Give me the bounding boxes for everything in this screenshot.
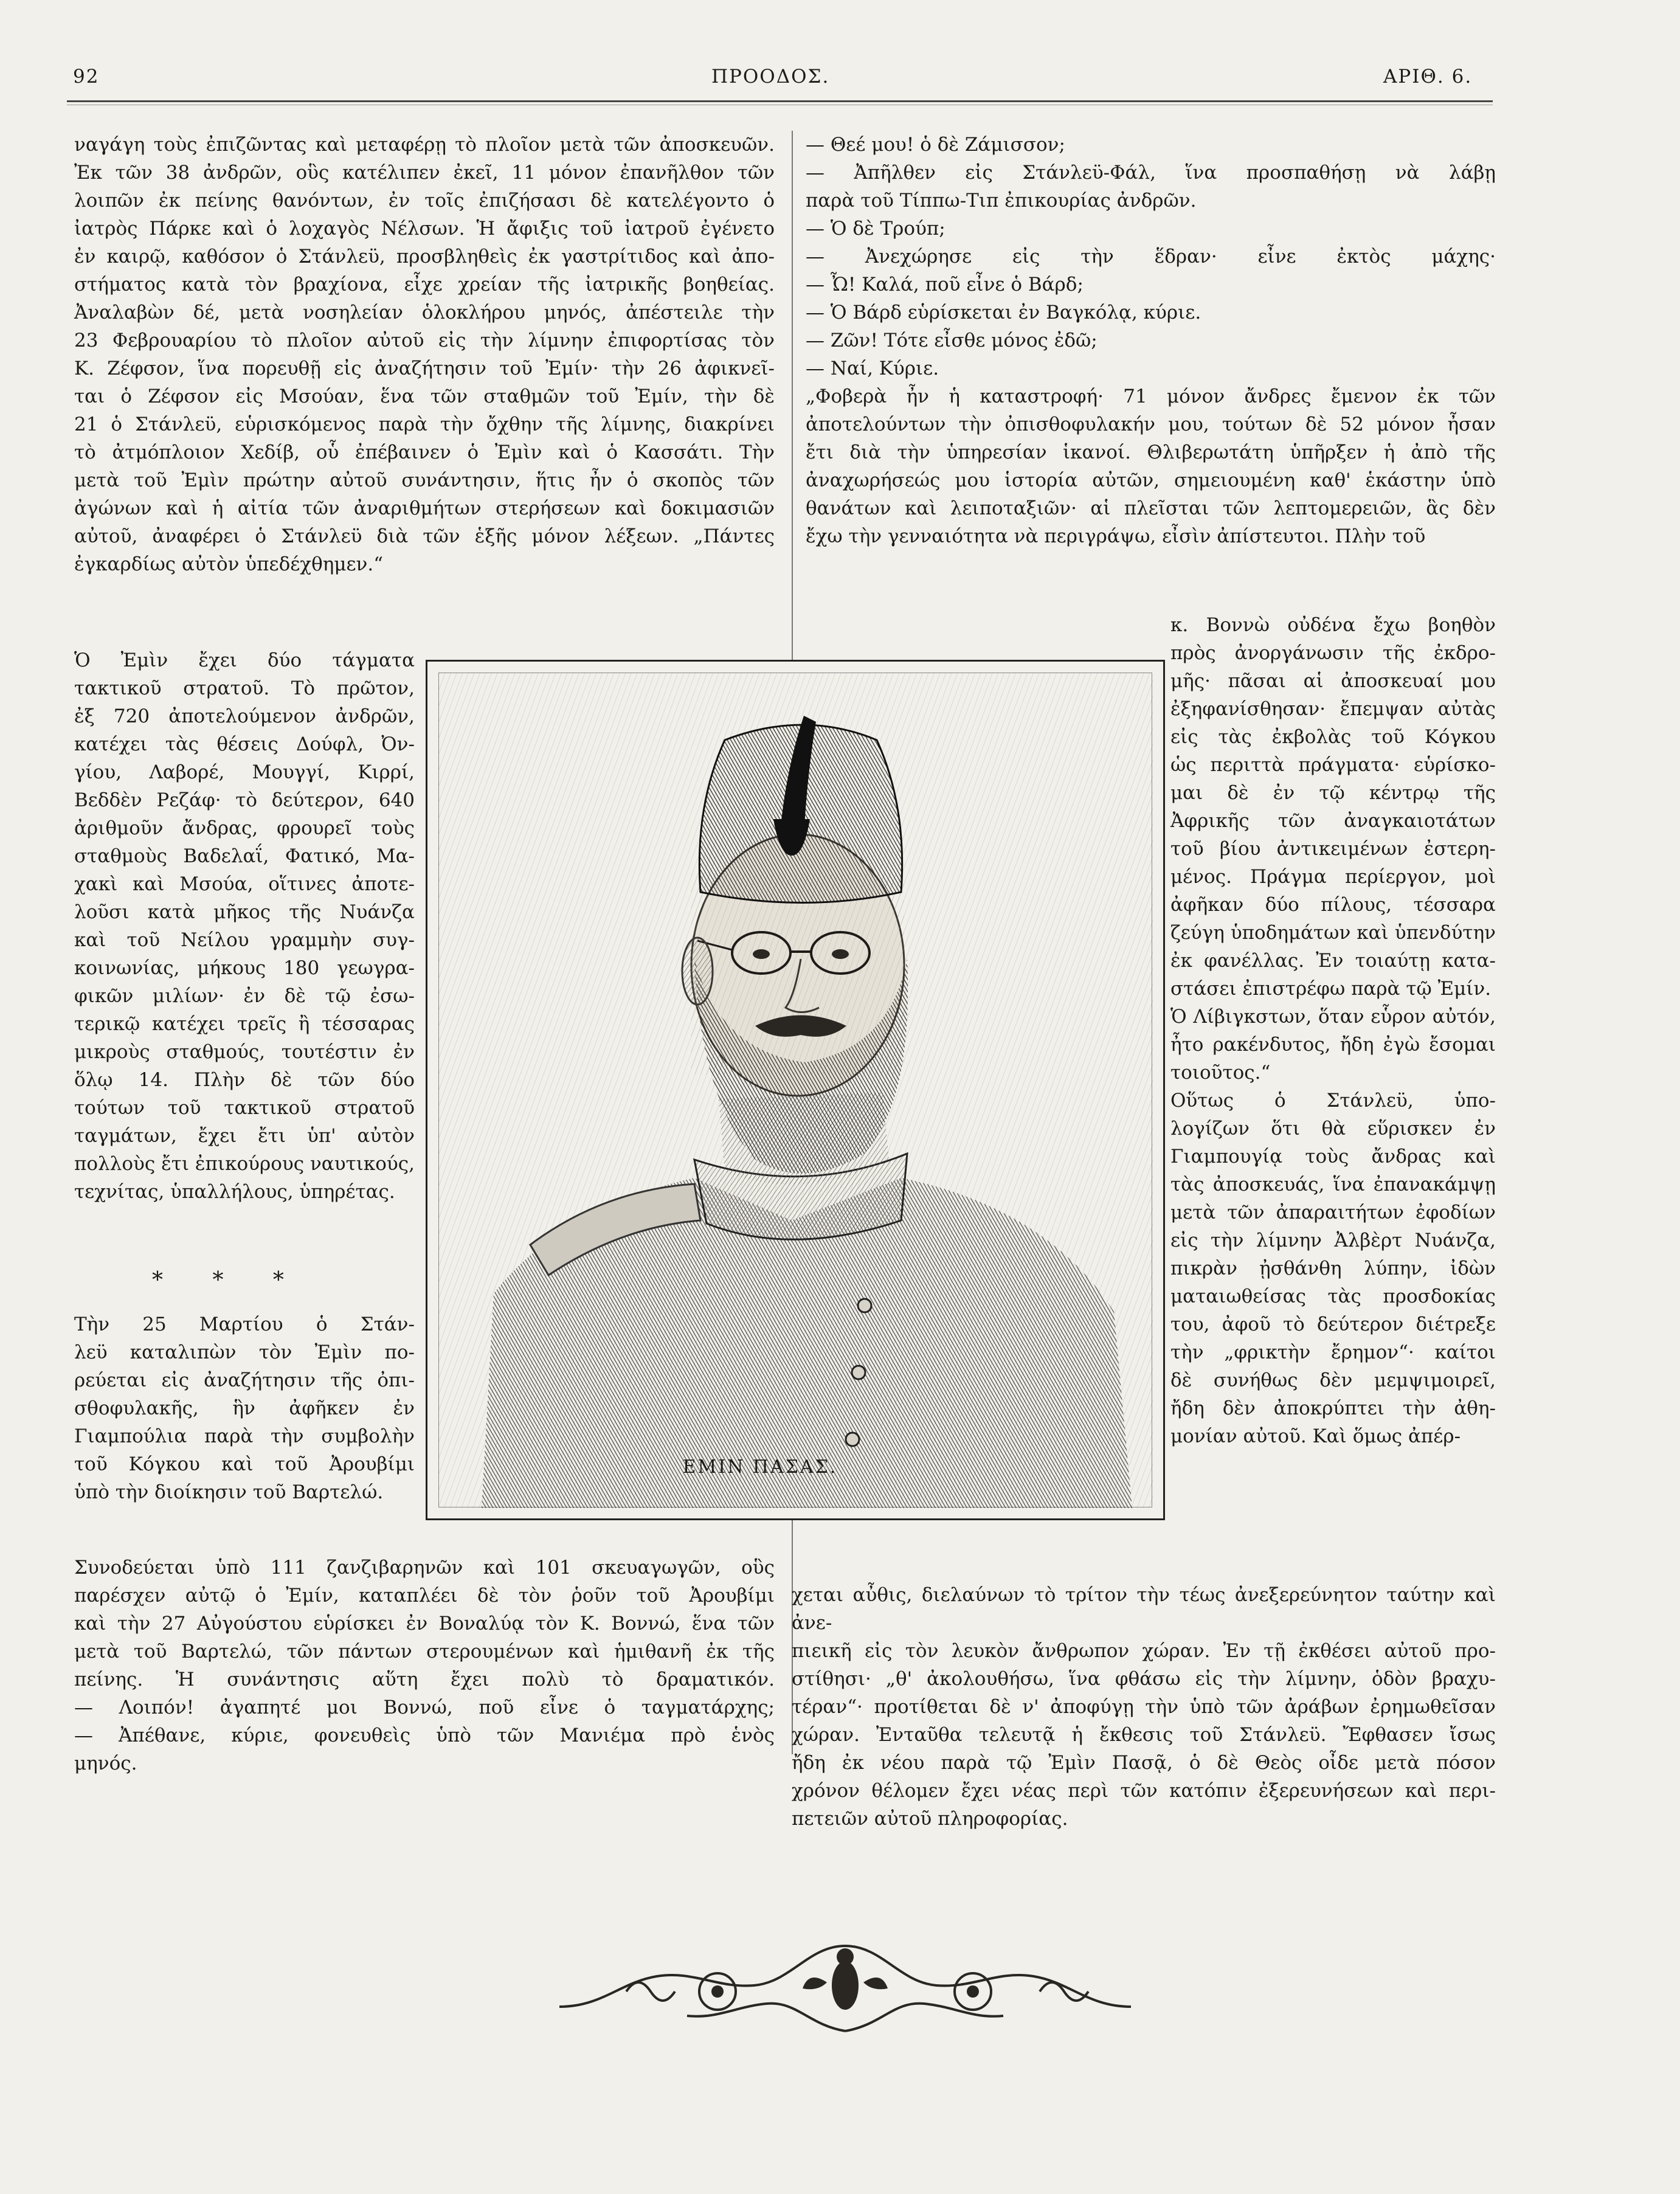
text-line: ἤδη ἐκ νέου παρὰ τῷ Ἐμὶν Πασᾷ, ὁ δὲ Θεὸς οἶδε μετὰ πόσον	[792, 1752, 1496, 1774]
text-line: κοινωνίας, μήκους 180 γεωγρα-	[74, 957, 415, 979]
text-line: αὐτοῦ, ἀναφέρει ὁ Στάνλεϋ διὰ τῶν ἑξῆς μόνον λέξεων. „Πάντες	[74, 525, 775, 547]
text-line: Ἀναλαβὼν δέ, μετὰ νοσηλείαν ὁλοκλήρου μηνός, ἀπέστειλε τὴν	[74, 302, 775, 324]
portrait-engraving-frame	[426, 660, 1165, 1520]
text-line: τούτων τοῦ τακτικοῦ στρατοῦ	[74, 1097, 415, 1119]
text-line: ται ὁ Ζέφσον εἰς Μσούαν, ἕνα τῶν σταθμῶν τοῦ Ἐμίν, τὴν δὲ	[74, 386, 775, 407]
text-line: Ὁ Ἐμὶν ἔχει δύο τάγματα	[74, 649, 415, 671]
text-line: 23 Φεβρουαρίου τὸ πλοῖον αὐτοῦ εἰς τὴν λίμνην ἐπιφορτίσας τὸν	[74, 330, 775, 351]
text-line: ρεύεται εἰς ἀναζήτησιν τῆς ὀπι-	[74, 1369, 415, 1391]
text-line: τοῦ βίου ἀντικειμένων ἐστερη-	[1170, 838, 1496, 860]
text-line: ἐξηφανίσθησαν· ἔπεμψαν αὐτὰς	[1170, 698, 1496, 720]
text-line: ναγάγη τοὺς ἐπιζῶντας καὶ μεταφέρῃ τὸ πλοῖον μετὰ τῶν ἀποσκευῶν.	[74, 134, 775, 156]
text-line: ματαιωθείσας τὰς προσδοκίας	[1170, 1286, 1496, 1307]
header-rule	[67, 100, 1493, 102]
text-line: Κ. Ζέφσον, ἵνα πορευθῇ εἰς ἀναζήτησιν τοῦ Ἐμίν· τὴν 26 ἀφικνεῖ-	[74, 358, 775, 379]
text-line: χρόνον θέλομεν ἔχει νέας περὶ τῶν κατόπιν ἐξερευνήσεων καὶ περι-	[792, 1780, 1496, 1802]
portrait-inner-border	[438, 673, 1152, 1507]
text-line: ἐκ φανέλλας. Ἐν τοιαύτῃ κατα-	[1170, 950, 1496, 972]
text-line: χώραν. Ἐνταῦθα τελευτᾷ ἡ ἔκθεσις τοῦ Στάνλεϋ. Ἔφθασεν ἴσως	[792, 1724, 1496, 1746]
text-line: τοιοῦτος.“	[1170, 1062, 1271, 1084]
text-line: ἐγκαρδίως αὐτὸν ὑπεδέχθημεν.“	[74, 553, 384, 575]
text-line: πρὸς ἀνοργάνωσιν τῆς ἐκδρο-	[1170, 642, 1496, 664]
text-line: καὶ τοῦ Νείλου γραμμὴν συγ-	[74, 929, 415, 951]
text-line: Ὁ Λίβιγκστων, ὅταν εὗρον αὐτόν,	[1170, 1006, 1496, 1028]
text-line: ἔτι διὰ τὴν ὑπηρεσίαν ἱκανοί. Θλιβερωτάτη ὑπῆρξεν ἡ ἀπὸ τῆς	[806, 441, 1496, 463]
text-line: ζεύγη ὑποδημάτων καὶ ὑπενδύτην	[1170, 922, 1496, 944]
portrait-caption: ΕΜΙΝ ΠΑΣΑΣ.	[682, 1456, 838, 1478]
text-line: τεχνίτας, ὑπαλλήλους, ὑπηρέτας.	[74, 1181, 395, 1203]
text-line: ἐξ 720 ἀποτελούμενον ἀνδρῶν,	[74, 705, 415, 727]
issue-number: ΑΡΙΘ. 6.	[1383, 66, 1473, 88]
running-header	[73, 66, 1490, 96]
text-line: ταγμάτων, ἔχει ἔτι ὑπ' αὐτὸν	[74, 1125, 415, 1147]
text-line: πολλοὺς ἔτι ἐπικούρους ναυτικούς,	[74, 1153, 415, 1175]
text-line: τοῦ Κόγκου καὶ τοῦ Ἀρουβίμι	[74, 1453, 415, 1475]
text-line: ἐν καιρῷ, καθόσον ὁ Στάνλεϋ, προσβληθεὶς ἐκ γαστρίτιδος καὶ ἀπο-	[74, 246, 775, 268]
text-line: πικρὰν ᾐσθάνθη λύπην, ἰδὼν	[1170, 1258, 1496, 1279]
journal-title: ΠΡΟΟΔΟΣ.	[711, 66, 830, 88]
text-line: στάσει ἐπιστρέφω παρὰ τῷ Ἐμίν.	[1170, 978, 1492, 1000]
text-line: τακτικοῦ στρατοῦ. Τὸ πρῶτον,	[74, 677, 415, 699]
text-line: μῆς· πᾶσαι αἱ ἀποσκευαί μου	[1170, 670, 1496, 692]
text-line: — Θεέ μου! ὁ δὲ Ζάμισσον;	[806, 134, 1065, 156]
text-line: εἰς τὴν λίμνην Ἀλβὲρτ Νυάνζα,	[1170, 1230, 1496, 1251]
right-column-narrow	[1170, 611, 1496, 1450]
text-line: του, ἀφοῦ τὸ δεύτερον διέτρεξε	[1170, 1313, 1496, 1335]
text-line: ἀγώνων καὶ ἡ αἰτία τῶν ἀναριθμήτων στερήσεων καὶ δοκιμασιῶν	[74, 497, 775, 519]
text-line: καὶ τὴν 27 Αὐγούστου εὑρίσκει ἐν Βοναλύᾳ τὸν Κ. Βοννώ, ἕνα τῶν	[74, 1613, 775, 1635]
right-column-bottom	[792, 1581, 1496, 1833]
text-line: ἀποτελούντων τὴν ὀπισθοφυλακήν μου, τούτων δὲ 52 μόνον ἦσαν	[806, 414, 1496, 435]
text-line: δὲ συνήθως δὲν μεμψιμοιρεῖ,	[1170, 1369, 1496, 1391]
text-line: ἤδη δὲν ἀποκρύπτει τὴν ἀθη-	[1170, 1397, 1496, 1419]
left-column-narrow-2	[74, 1310, 415, 1506]
text-line: λοῦσι κατὰ μῆκος τῆς Νυάνζα	[74, 901, 415, 923]
text-line: Γιαμπούλια παρὰ τὴν συμβολὴν	[74, 1425, 415, 1447]
text-line: Τὴν 25 Μαρτίου ὁ Στάν-	[74, 1313, 415, 1335]
text-line: στήματος κατὰ τὸν βραχίονα, εἶχε χρείαν τῆς ἰατρικῆς βοηθείας.	[74, 274, 775, 296]
text-line: μικροὺς σταθμούς, τουτέστιν ἐν	[74, 1041, 415, 1063]
text-line: — Λοιπόν! ἀγαπητέ μοι Βοννώ, ποῦ εἶνε ὁ ταγματάρχης;	[74, 1697, 775, 1718]
text-line: τὰς ἀποσκευάς, ἵνα ἐπανακάμψῃ	[1170, 1174, 1496, 1196]
text-line: — Ὦ! Καλά, ποῦ εἶνε ὁ Βάρδ;	[806, 274, 1084, 296]
text-line: — Ναί, Κύριε.	[806, 358, 939, 379]
text-line: λοιπῶν ἐκ πείνης θανόντων, ἐν τοῖς ἐπιζήσασι δὲ κατελέγοντο ὁ	[74, 190, 775, 212]
text-line: ἔχω τὴν γενναιότητα νὰ περιγράψω, εἶσὶν ἀπίστευτοι. Πλὴν τοῦ	[806, 525, 1426, 547]
text-line: τέραν“· προτίθεται δὲ ν' ἀποφύγῃ τὴν ὑπὸ τῶν ἀράβων ἐρημωθεῖσαν	[792, 1696, 1496, 1718]
text-line: Συνοδεύεται ὑπὸ 111 ζανζιβαρηνῶν καὶ 101 σκευαγωγῶν, οὓς	[74, 1557, 775, 1579]
text-line: ἀναχωρήσεώς μου ἱστορία αὐτῶν, σημειουμένη καθ' ἑκάστην ὑπὸ	[806, 469, 1496, 491]
text-line: στίθησι· „θ' ἀκολουθήσω, ἵνα φθάσω εἰς τὴν λίμνην, ὁδὸν βραχυ-	[792, 1668, 1496, 1690]
portrait-engraving	[439, 673, 1153, 1508]
text-line: 21 ὁ Στάνλεϋ, εὑρισκόμενος παρὰ τὴν ὄχθην τῆς λίμνης, διακρίνει	[74, 414, 775, 435]
left-column-narrow	[74, 646, 415, 1206]
text-line: — Ὁ δὲ Τρούπ;	[806, 218, 945, 240]
text-line: μετὰ τῶν ἀπαραιτήτων ἐφοδίων	[1170, 1202, 1496, 1223]
text-line: χακὶ καὶ Μσούα, οἵτινες ἀποτε-	[74, 873, 415, 895]
text-line: τὴν „φρικτὴν ἔρημον“· καίτοι	[1170, 1341, 1496, 1363]
text-line: — Ἀπῆλθεν εἰς Στάνλεϋ-Φάλ, ἵνα προσπαθήσῃ νὰ λάβῃ	[806, 162, 1496, 184]
text-line: ἀφῆκαν δύο πίλους, τέσσαρα	[1170, 894, 1496, 916]
right-column-top	[806, 131, 1496, 550]
text-line: πετειῶν αὐτοῦ πληροφορίας.	[792, 1808, 1068, 1830]
text-line: Βεδδὲν Ρεζάφ· τὸ δεύτερον, 640	[74, 789, 415, 811]
text-line: μηνός.	[74, 1753, 137, 1774]
text-line: Ἐκ τῶν 38 ἀνδρῶν, οὓς κατέλιπεν ἐκεῖ, 11 μόνον ἐπανῆλθον τῶν	[74, 162, 775, 184]
text-line: πείνης. Ἡ συνάντησις αὕτη ἔχει πολὺ τὸ δραματικόν.	[74, 1669, 775, 1690]
text-line: παρέσχεν αὐτῷ ὁ Ἐμίν, καταπλέει δὲ τὸν ῥοῦν τοῦ Ἀρουβίμι	[74, 1585, 775, 1607]
text-line: μαι δὲ ἐν τῷ κέντρῳ τῆς	[1170, 782, 1496, 804]
text-line: — Ἀνεχώρησε εἰς τὴν ἕδραν· εἶνε ἐκτὸς μάχης·	[806, 246, 1496, 268]
text-line: πιεικῆ εἰς τὸν λευκὸν ἄνθρωπον χώραν. Ἐν τῇ ἐκθέσει αὐτοῦ προ-	[792, 1640, 1496, 1662]
section-break-stars: * * *	[152, 1268, 284, 1293]
text-line: — Ὁ Βάρδ εὑρίσκεται ἐν Βαγκόλᾳ, κύριε.	[806, 302, 1201, 324]
text-line: παρὰ τοῦ Τίππω-Τιπ ἐπικουρίας ἀνδρῶν.	[806, 190, 1197, 212]
text-line: μονίαν αὐτοῦ. Καὶ ὅμως ἀπέρ-	[1170, 1425, 1461, 1447]
text-line: — Ζῶν! Τότε εἶσθε μόνος ἐδῶ;	[806, 330, 1098, 351]
left-column-top	[74, 131, 775, 578]
text-line: Γιαμπουγίᾳ τοὺς ἄνδρας καὶ	[1170, 1146, 1496, 1168]
text-line: θανάτων καὶ λειποταξιῶν· αἱ πλεῖσται τῶν λεπτομερειῶν, ἃς δὲν	[806, 497, 1496, 519]
text-line: σταθμοὺς Βαδελαΐ, Φατικό, Μα-	[74, 845, 415, 867]
text-line: ἀριθμοῦν ἄνδρας, φρουρεῖ τοὺς	[74, 817, 415, 839]
text-line: φικῶν μιλίων· ἐν δὲ τῷ ἐσω-	[74, 985, 415, 1007]
left-column-bottom	[74, 1554, 775, 1777]
decorative-ornament	[535, 1934, 1155, 2037]
text-line: ὡς περιττὰ πράγματα· εὑρίσκο-	[1170, 754, 1496, 776]
text-line: „Φοβερὰ ἦν ἡ καταστροφή· 71 μόνον ἄνδρες ἔμενον ἐκ τῶν	[806, 386, 1496, 407]
text-line: μετὰ τοῦ Ἐμὶν πρώτην αὐτοῦ συνάντησιν, ἥτις ἦν ὁ σκοπὸς τῶν	[74, 469, 775, 491]
text-line: σθοφυλακῆς, ἣν ἀφῆκεν ἐν	[74, 1397, 415, 1419]
text-line: ἰατρὸς Πάρκε καὶ ὁ λοχαγὸς Νέλσων. Ἡ ἄφιξις τοῦ ἰατροῦ ἐγένετο	[74, 218, 775, 240]
text-line: Οὕτως ὁ Στάνλεϋ, ὑπο-	[1170, 1090, 1496, 1112]
text-line: κατέχει τὰς θέσεις Δούφλ, Ὀν-	[74, 733, 415, 755]
page-number: 92	[73, 66, 100, 88]
text-line: — Ἀπέθανε, κύριε, φονευθεὶς ὑπὸ τῶν Μανιέμα πρὸ ἑνὸς	[74, 1725, 775, 1746]
text-line: μετὰ τοῦ Βαρτελώ, τῶν πάντων στερουμένων καὶ ἡμιθανῆ ἐκ τῆς	[74, 1641, 775, 1663]
text-line: κ. Βοννὼ οὐδένα ἔχω βοηθὸν	[1170, 614, 1496, 636]
text-line: τὸ ἀτμόπλοιον Χεδίβ, οὗ ἐπέβαινεν ὁ Ἐμὶν καὶ ὁ Κασσάτι. Τὴν	[74, 441, 775, 463]
text-line: μένος. Πράγμα περίεργον, μοὶ	[1170, 866, 1496, 888]
text-line: γίου, Λαβορέ, Μουγγί, Κιρρί,	[74, 761, 415, 783]
text-line: τερικῷ κατέχει τρεῖς ἢ τέσσαρας	[74, 1013, 415, 1035]
text-line: λεϋ καταλιπὼν τὸν Ἐμὶν πο-	[74, 1341, 415, 1363]
text-line: εἰς τὰς ἐκβολὰς τοῦ Κόγκου	[1170, 726, 1496, 748]
text-line: χεται αὖθις, διελαύνων τὸ τρίτον τὴν τέως ἀνεξερεύνητον ταύτην καὶ ἀνε-	[792, 1584, 1496, 1634]
text-line: λογίζων ὅτι θὰ εὕρισκεν ἐν	[1170, 1118, 1496, 1140]
text-line: ὑπὸ τὴν διοίκησιν τοῦ Βαρτελώ.	[74, 1481, 384, 1503]
text-line: ἦτο ρακένδυτος, ἤδη ἐγὼ ἔσομαι	[1170, 1034, 1496, 1056]
text-line: Ἀφρικῆς τῶν ἀναγκαιοτάτων	[1170, 810, 1496, 832]
text-line: ὅλῳ 14. Πλὴν δὲ τῶν δύο	[74, 1069, 415, 1091]
